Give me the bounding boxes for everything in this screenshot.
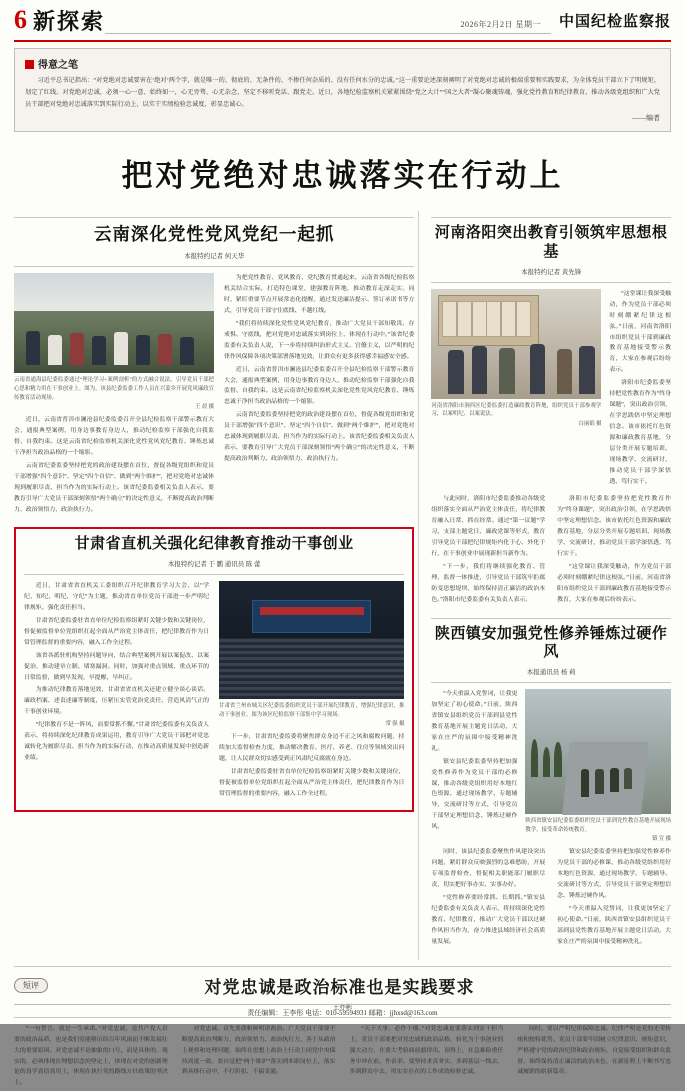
story-gansu-photo-block — [219, 581, 404, 802]
story-gansu-paragraph: “纪律教育不是一阵风，而要常抓不懈。”甘肃省纪委监委有关负责人表示，将持续深化纪律教育成果运用，教育引导广大党员干部把对党忠诚转化为履职尽责、担当作为的实际行动，在推动高质量发展中创造新业绩。 — [24, 722, 209, 762]
story-shaanxi-title: 陕西镇安加强党性修养锤炼过硬作风 — [434, 625, 668, 661]
short-comment-paragraph: “天下大事，必作于细。”对党忠诚更要落实到实干担当上。党员干部要把对党忠诚的政治品格，转化为干事创业的强大动力，在重大考验面前豁得出、顶得上，在急难险重任务中冲在前、作表率。要坚持求真务实，多到基层一线去、多到群众中去，用实实在在的工作成效检验忠诚。 — [349, 1025, 504, 1076]
short-comment-byline: 王亦彬 — [332, 1003, 353, 1011]
right-column — [431, 211, 671, 959]
story-yunnan-text-block — [224, 273, 414, 517]
story-henan-text-side — [609, 289, 671, 490]
story-henan-paragraph: 洛阳市纪委监委坚持把党性教育作为“终身课题”，突出政治引领，在学思践悟中坚定理想信念。该市依托红色资源和廉政教育基地，分层分类开展专题培训、现场教学、交流研讨，推动党员干部学深悟透、笃行实干。 — [557, 496, 671, 558]
story-gansu-text-left — [24, 581, 209, 802]
story-henan-photo — [431, 289, 601, 399]
story-yunnan-title: 云南深化党性党风党纪一起抓 — [93, 224, 335, 245]
story-shaanxi-paragraph: “党性修养要经常抓、长期抓。”镇安县纪委监委有关负责人表示，将持续深化党性教育、纪律教育，推动广大党员干部以过硬作风担当作为，奋力推进县域经济社会高质量发展。 — [431, 895, 546, 945]
story-gansu — [14, 527, 414, 812]
column-divider — [418, 211, 419, 959]
story-henan-paragraph: 洛阳市纪委监委坚持把党性教育作为“终身课题”，突出政治引领，在学思践悟中坚定理想信念。该市依托红色资源和廉政教育基地，分层分类开展专题培训、现场教学、交流研讨，推动党员干部学深悟透、笃行实干。 — [609, 380, 671, 485]
short-comment-paragraph: 对党忠诚，首先要旗帜鲜明讲政治。广大党员干部要不断提高政治判断力、政治领悟力、政治执行力，善于从政治上观察和处理问题，始终在思想上政治上行动上同党中央保持高度一致。要自觉把“两个维护”落实到本职岗位上，落实到具体行动中，不打折扣、不搞变通。 — [181, 1025, 336, 1076]
story-gansu-byline: 本报特约记者 于 鹏 通讯员 陈 蕾 — [167, 561, 261, 569]
divider — [14, 266, 414, 267]
editor-note-tag — [25, 56, 78, 71]
divider — [431, 682, 671, 683]
story-gansu-photo-credit: 常 强 摄 — [385, 721, 405, 728]
story-shaanxi — [431, 618, 671, 950]
story-yunnan-paragraph: 云南省纪委监委坚持把党的政治建设摆在首位，督促各级党组织和党员干部增强“四个意识”、坚定“四个自信”、做到“两个维护”，把对党绝对忠诚体现到履职尽责、担当作为的实际行动上。该省纪委监委相关负责人表示，要教育引导广大党员干部深刻领悟“两个确立”的决定性意义，不断提高政治判断力、政治领悟力、政治执行力。 — [14, 462, 214, 513]
story-gansu-paragraph: 该省各派驻机构坚持问题导向，结合典型案例开展以案促改、以案促治，推动建章立制、堵塞漏洞。同时，加强对重点领域、重点环节的日常监督，做到早发现、早提醒、早纠正。 — [24, 652, 209, 681]
page-headline: 把对党绝对忠诚落实在行动上 — [121, 158, 564, 194]
short-comment — [14, 966, 671, 1091]
story-shaanxi-paragraph: “今天重温入党誓词，让我更加坚定了初心使命。”日前，陕西省镇安县组织党员干部到县党性教育基地开展主题党日活动，大家在庄严的氛围中接受精神洗礼。 — [557, 906, 671, 945]
story-gansu-paragraph: 甘肃省纪委监委驻省直单位纪检监察组紧盯关键少数和关键岗位，督促被监督单位党组织扛起全面从严治党主体责任，把纪律教育作为日常管理监督的重要内容，融入工作全过程。 — [24, 617, 209, 646]
story-yunnan-photo-credit: 王 晨 摄 — [195, 404, 214, 411]
divider — [14, 217, 414, 218]
date-line: 2026年2月2日 星期一 — [105, 19, 551, 34]
story-gansu-paragraph: 下一步，甘肃省纪委监委将聚焦群众身边不正之风和腐败问题，持续加大监督检查力度，推动解决教育、医疗、养老、住房等领域突出问题，让人民群众切实感受到正风肃纪反腐就在身边。 — [219, 734, 405, 763]
story-shaanxi-paragraph: 镇安县纪委监委坚持把加强党性修养作为党员干部的必修课，推动各级党组织用好本地红色资源，通过现场教学、专题辅导、交流研讨等方式，引导党员干部坚定理想信念、锤炼过硬作风。 — [557, 849, 671, 900]
short-comment-title: 对党忠诚是政治标准也是实践要求 — [204, 977, 475, 997]
story-yunnan-photo-block — [14, 273, 214, 517]
paper-name: 中国纪检监察报 — [558, 13, 671, 30]
divider — [431, 282, 671, 283]
editor-note-tag-label: 得意之笔 — [38, 60, 78, 71]
left-column — [14, 211, 414, 822]
story-shaanxi-photo-credit: 镇 宣 摄 — [652, 836, 671, 843]
story-henan-paragraph: “下一步，我们将继续强化教育、管理、监督一体推进，引导党员干部筑牢拒腐防变思想堤坝，始终保持清正廉洁的政治本色。”洛阳市纪委监委有关负责人表示。 — [431, 563, 546, 603]
story-yunnan-byline: 本报特约记者 何天华 — [184, 253, 245, 261]
story-henan-title: 河南洛阳突出教育引领筑牢思想根基 — [434, 225, 668, 261]
story-shaanxi-paragraph: 镇安县纪委监委坚持把加强党性修养作为党员干部的必修课，推动各级党组织用好本地红色资源，通过现场教学、专题辅导、交流研讨等方式，引导党员干部坚定理想信念、锤炼过硬作风。 — [431, 758, 518, 831]
editor-note-signature: ——编者 — [632, 114, 660, 123]
story-henan-paragraph: 与此同时，洛阳市纪委监委推动各级党组织落实全面从严治党主体责任，将纪律教育融入日常、抓在经常。通过“第一议题”学习、支部主题党日、廉政党课等形式，教育引导党员干部把纪律规矩内化于心、外化于行，在干事创业中展现新担当新作为。 — [431, 496, 546, 558]
story-yunnan-paragraph: “我们将持续深化党性党风党纪教育，推动广大党员干部知敬畏、存戒惧、守底线，把对党绝对忠诚落实到岗位上、体现在行动中。”该省纪委监委有关负责人说，下一步将持续纠治形式主义、官僚主义，以严明的纪律作风保障各项决策部署落地见效，让群众有更多获得感幸福感安全感。 — [224, 320, 415, 360]
story-yunnan-photo-caption: 云南省通海县纪委监委通过“理论学习+案例剖析”的方式融合说法，引导党员干部把心思和精力用在干事创业上。图为，该县纪委监委工作人员在兴蒙乡开展党风廉政宣传教育活动现场。 — [14, 377, 214, 401]
story-yunnan-paragraph: 云南省纪委监委坚持把党的政治建设摆在首位，督促各级党组织和党员干部增强“四个意识”、坚定“四个自信”、做到“两个维护”，把对党绝对忠诚体现到履职尽责、担当作为的实际行动上。该省纪委监委相关负责人表示，要教育引导广大党员干部深刻领悟“两个确立”的决定性意义，不断提高政治判断力、政治领悟力、政治执行力。 — [224, 412, 415, 462]
story-henan-paragraph: “这堂课让我深受触动，作为党员干部必须时刻绷紧纪律这根弦。”日前，河南省洛阳市组织党员干部到廉政教育基地接受警示教育，大家在参观后纷纷表示。 — [557, 563, 671, 603]
square-bullet-icon — [25, 60, 34, 69]
story-gansu-paragraph: 甘肃省纪委监委驻省直单位纪检监察组紧盯关键少数和关键岗位，督促被监督单位党组织扛起全面从严治党主体责任，把纪律教育作为日常管理监督的重要内容，融入工作全过程。 — [219, 769, 405, 798]
story-henan-photo-credit: 白丽娟 摄 — [578, 421, 602, 428]
story-shaanxi-byline: 本报通讯员 杨 莉 — [526, 669, 576, 677]
editor-note-box — [14, 48, 671, 132]
story-gansu-paragraph: 为推动纪律教育落地见效，甘肃省省直机关还建立健全谈心谈话、廉政档案、述责述廉等制度，压紧压实管党治党责任，营造风清气正的干事创业环境。 — [24, 687, 209, 716]
story-yunnan-paragraph: 近日，云南省普洱市澜沧县纪委监委召开全县纪检监察干部警示教育大会，通报典型案例，用身边事教育身边人，推动纪检监察干部强化自我监督、自我约束。这是云南省纪检监察机关深化党性党风党纪教育、锤炼忠诚干净担当政治品格的一个缩影。 — [224, 366, 415, 406]
divider — [431, 217, 671, 218]
story-yunnan-paragraph: 近日，云南省普洱市澜沧县纪委监委召开全县纪检监察干部警示教育大会，通报典型案例，用身边事教育身边人，推动纪检监察干部强化自我监督、自我约束。这是云南省纪检监察机关深化党性党风党纪教育、锤炼忠诚干净担当政治品格的一个缩影。 — [14, 417, 214, 456]
story-yunnan-paragraph: 为把党性教育、党风教育、党纪教育贯通起来，云南省各级纪检监察机关结合实际，打造特色课堂，建强教育阵地，推动教育走深走实。同时，紧盯重要节点开展常态化提醒，通过发送廉洁提示、签订承诺书等方式，引导党员干部守住底线、不越红线。 — [224, 275, 415, 314]
story-gansu-title: 甘肃省直机关强化纪律教育推动干事创业 — [74, 536, 354, 553]
short-comment-pill: 短评 — [14, 978, 48, 993]
divider — [14, 966, 671, 967]
story-henan-photo-caption: 河南省洛阳市涧西区纪委监委打造廉政教育阵地，组织党员干部参观学习，以案明纪、以案说法。 — [431, 402, 602, 418]
editor-note-body: 习近平总书记指出：“对党绝对忠诚要害在‘绝对’两个字，就是唯一的、彻底的、无条件的、不掺任何杂质的、没有任何水分的忠诚。”这一重要论述深刻阐明了对党绝对忠诚的极端重要和实践要求，为全体党员干部立下了明规矩、划定了红线。对党绝对忠诚，必须一心一意、始终如一，心无旁骛、心无杂念，坚定不移听党话、跟党走。近日，各地纪检监察机关紧紧围绕“党之大计”“国之大者”凝心聚魂铸魂，强化党性教育和纪律教育，推动各级党组织和广大党员干部把对党绝对忠诚落实到实际行动上，以实干实绩检验忠诚度、彰显忠诚心。 — [25, 77, 660, 108]
story-shaanxi-photo-caption: 陕西省镇安县纪委监委组织党员干部到党性教育基地开展现场教学，接受革命传统教育。 — [525, 818, 671, 833]
story-shaanxi-paragraph: 同时，该县纪委监委聚焦作风建设突出问题，紧盯群众反映强烈的急难愁盼，开展专项监督检查，督促相关职能部门履职尽责，切实把好事办实、实事办好。 — [431, 849, 546, 889]
story-shaanxi-photo-block — [525, 689, 671, 842]
story-yunnan — [14, 217, 414, 517]
story-henan-paragraph: “这堂课让我深受触动，作为党员干部必须时刻绷紧纪律这根弦。”日前，河南省洛阳市组织党员干部到廉政教育基地接受警示教育，大家在参观后纷纷表示。 — [609, 290, 671, 374]
divider — [24, 574, 404, 575]
story-henan-byline: 本报特约记者 黄先锋 — [521, 268, 582, 276]
story-yunnan-photo — [14, 273, 214, 373]
story-shaanxi-paragraph: “今天重温入党誓词，让我更加坚定了初心使命。”日前，陕西省镇安县组织党员干部到县党性教育基地开展主题党日活动，大家在庄严的氛围中接受精神洗礼。 — [431, 691, 518, 752]
short-comment-paragraph: 同时，要以严明纪律保障忠诚。纪律严明是党的光荣传统和独特优势。党员干部要牢固树立纪律意识、规矩意识，严格遵守党的政治纪律和政治规矩，自觉接受组织和群众监督，始终保持清正廉洁的政治本色，在新征程上不断书写忠诚履职的崭新篇章。 — [517, 1025, 671, 1076]
story-henan-photo-block — [431, 289, 601, 490]
story-gansu-photo-caption: 甘肃省兰州市城关区纪委监委组织党员干部开展纪律教育，增强纪律意识，推动干事创业。图为该区纪检监察干部集中学习现场。 — [219, 703, 405, 718]
story-shaanxi-text-left — [431, 689, 517, 842]
story-gansu-paragraph: 近日，甘肃省省直机关工委组织召开纪律教育学习大会，以“学纪、知纪、明纪、守纪”为主题，推动省直单位党员干部进一步严明纪律规矩、强化责任担当。 — [24, 583, 209, 612]
short-comment-paragraph: “一句誓言，就是一生承诺。”对党忠诚，是共产党人首要的政治品质，也是我们党能够历经百年风雨而不断发展壮大的重要原因。对党忠诚不是抽象的口号，而是具体的、现实的，必须体现在理想信念的坚定上，体现在对党的创新理论的真学真信真用上，体现在执行党的路线方针政策的坚决上。 — [14, 1025, 168, 1087]
page-footer: 责任编辑：王李彤 电话：010-59594931 邮箱：jjhxsd@163.com — [14, 1004, 671, 1018]
story-gansu-photo — [219, 581, 404, 699]
content-columns — [14, 211, 671, 959]
story-henan — [431, 217, 671, 607]
story-shaanxi-photo — [525, 689, 671, 814]
page-number: 6 — [14, 5, 27, 34]
section-title: 新探索 — [33, 8, 106, 34]
masthead — [14, 0, 671, 42]
divider — [431, 618, 671, 619]
